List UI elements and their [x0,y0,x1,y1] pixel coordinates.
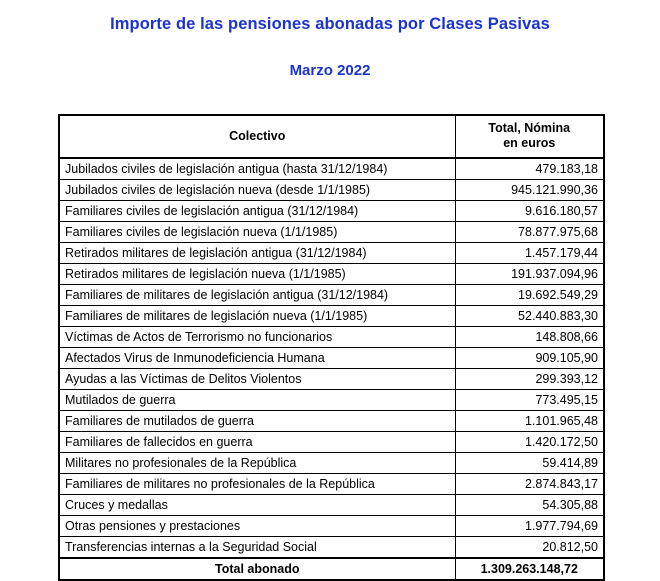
cell-amount: 299.393,12 [455,369,604,390]
table-row [59,474,604,495]
cell-collective: Retirados militares de legislación nueva (1/1/1985) [59,264,455,285]
cell-amount: 78.877.975,68 [455,222,604,243]
cell-amount: 1.457.179,44 [455,243,604,264]
cell-amount: 945.121.990,36 [455,180,604,201]
table-row [59,432,604,453]
table-row [59,453,604,474]
page-subtitle: Marzo 2022 [289,62,371,79]
cell-collective: Mutilados de guerra [59,390,455,411]
cell-collective: Afectados Virus de Inmunodeficiencia Humana [59,348,455,369]
cell-collective: Familiares de fallecidos en guerra [59,432,455,453]
cell-collective: Familiares de militares no profesionales de la República [59,474,455,495]
column-header-amount-line1: Total, Nómina [488,121,571,135]
table-row [59,390,604,411]
pensions-table-container [58,114,603,581]
cell-amount: 2.874.843,17 [455,474,604,495]
table-row [59,537,604,559]
cell-collective: Víctimas de Actos de Terrorismo no funcionarios [59,327,455,348]
cell-amount: 54.305,88 [455,495,604,516]
table-row [59,411,604,432]
cell-amount: 1.977.794,69 [455,516,604,537]
column-header-amount [455,115,604,158]
cell-collective: Transferencias internas a la Seguridad Social [59,537,455,559]
table-row [59,285,604,306]
cell-amount: 59.414,89 [455,453,604,474]
cell-amount: 52.440.883,30 [455,306,604,327]
table-row [59,158,604,180]
table-header [59,115,604,158]
cell-collective: Otras pensiones y prestaciones [59,516,455,537]
column-header-collective: Colectivo [59,115,455,158]
cell-collective: Militares no profesionales de la República [59,453,455,474]
page-title: Importe de las pensiones abonadas por Clases Pasivas [110,15,550,33]
table-header-row [59,115,604,158]
cell-collective: Cruces y medallas [59,495,455,516]
cell-collective: Jubilados civiles de legislación antigua (hasta 31/12/1984) [59,158,455,180]
cell-collective: Familiares civiles de legislación nueva (1/1/1985) [59,222,455,243]
table-row [59,180,604,201]
table-row [59,327,604,348]
table-row [59,243,604,264]
cell-collective: Familiares civiles de legislación antigua (31/12/1984) [59,201,455,222]
cell-amount: 19.692.549,29 [455,285,604,306]
cell-amount: 9.616.180,57 [455,201,604,222]
cell-amount: 191.937.094,96 [455,264,604,285]
cell-collective: Jubilados civiles de legislación nueva (desde 1/1/1985) [59,180,455,201]
table-row [59,495,604,516]
table-row [59,516,604,537]
cell-collective: Retirados militares de legislación antigua (31/12/1984) [59,243,455,264]
cell-amount: 479.183,18 [455,158,604,180]
cell-total-label: Total abonado [59,558,455,580]
cell-collective: Ayudas a las Víctimas de Delitos Violentos [59,369,455,390]
column-header-amount-line2: en euros [503,136,556,150]
table-row [59,222,604,243]
cell-amount: 20.812,50 [455,537,604,559]
title-block [0,0,660,81]
cell-total-amount: 1.309.263.148,72 [455,558,604,580]
cell-collective: Familiares de militares de legislación nueva (1/1/1985) [59,306,455,327]
table-row [59,369,604,390]
cell-amount: 148.808,66 [455,327,604,348]
cell-collective: Familiares de mutilados de guerra [59,411,455,432]
pensions-table [58,114,605,581]
table-body [59,158,604,580]
cell-amount: 1.101.965,48 [455,411,604,432]
table-row [59,264,604,285]
cell-collective: Familiares de militares de legislación antigua (31/12/1984) [59,285,455,306]
cell-amount: 773.495,15 [455,390,604,411]
cell-amount: 909.105,90 [455,348,604,369]
table-row [59,201,604,222]
cell-amount: 1.420.172,50 [455,432,604,453]
table-row [59,306,604,327]
table-row [59,348,604,369]
